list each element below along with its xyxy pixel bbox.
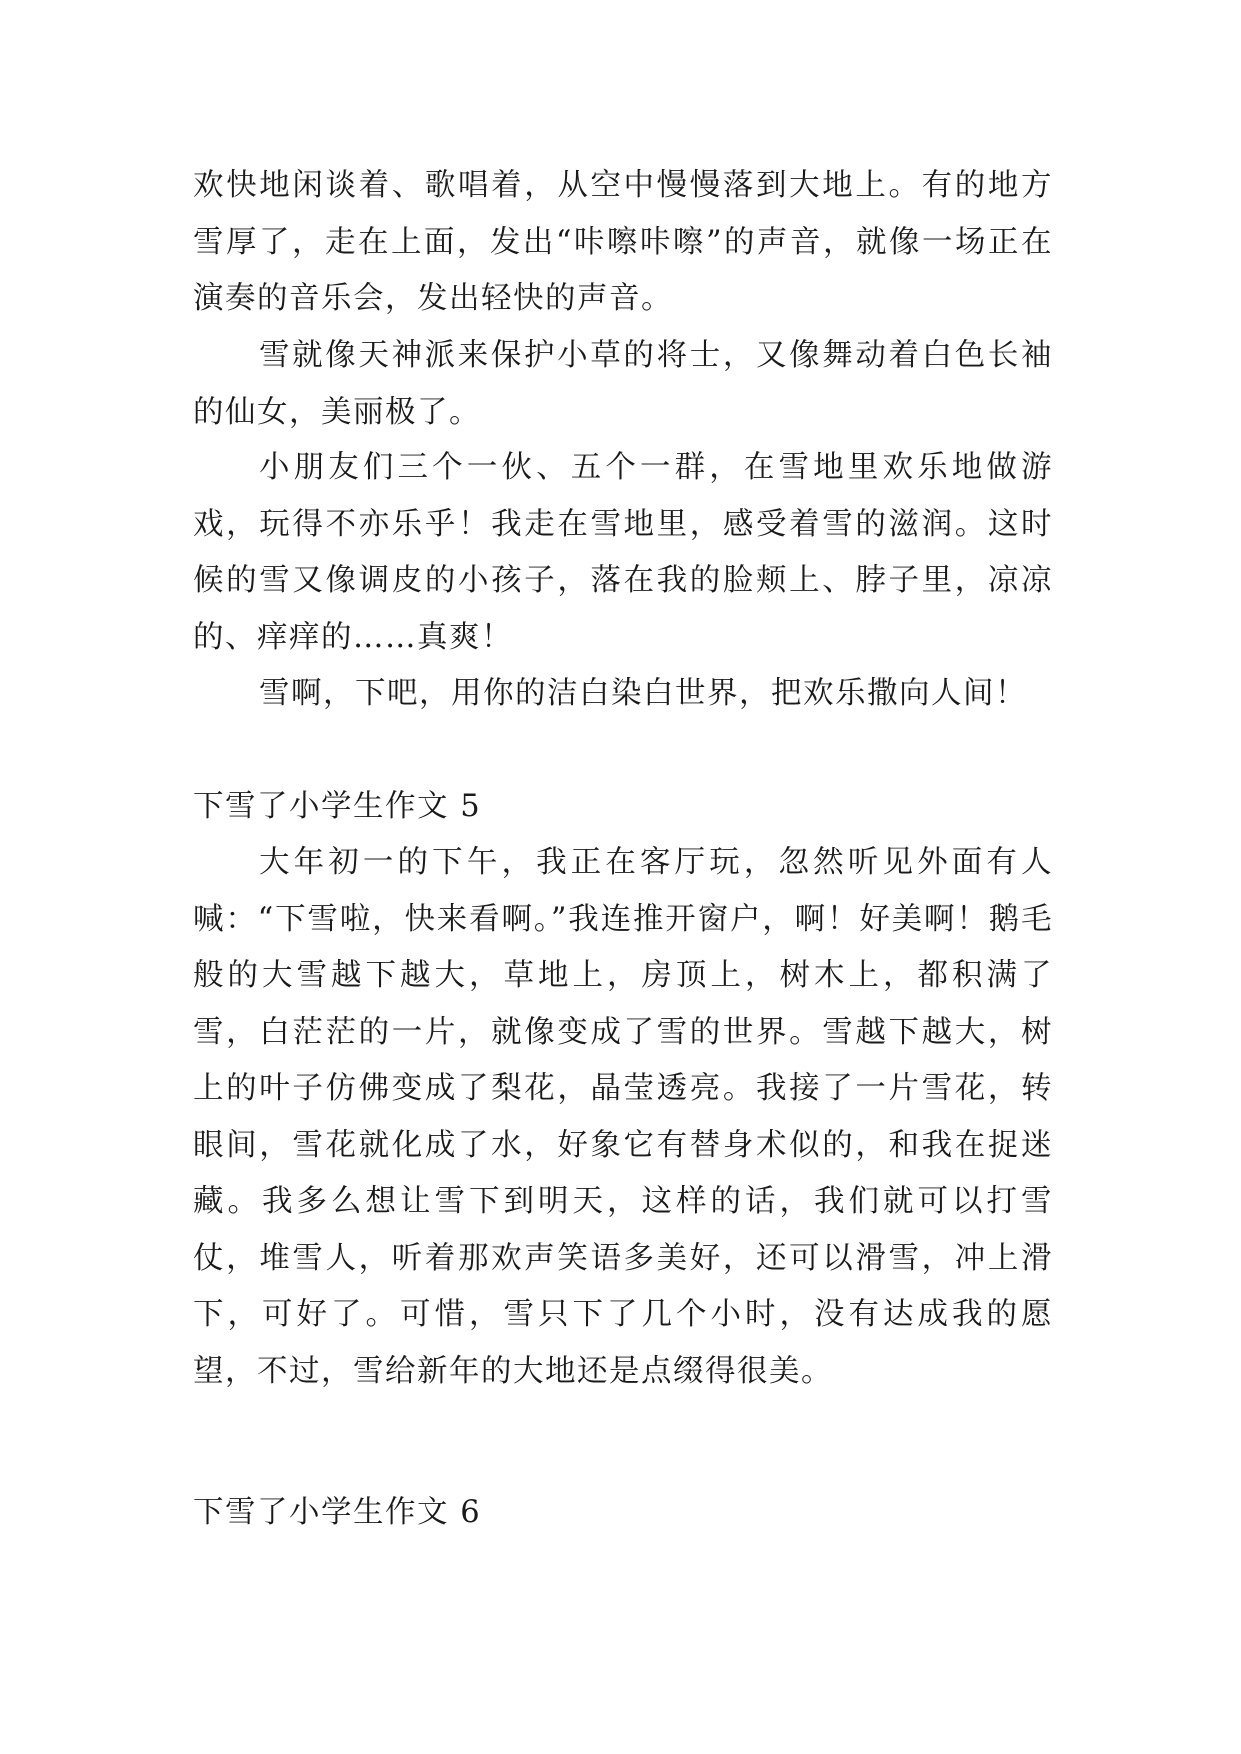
- paragraph-text: 雪啊，下吧，用你的洁白染白世界，把欢乐撒向人间！: [259, 676, 1027, 711]
- paragraph-closing: [193, 666, 1053, 723]
- paragraph-text: 雪就像天神派来保护小草的将士，又像舞动着白色长袖的仙女，美丽极了。: [193, 338, 1053, 430]
- essay-5-paragraph: [193, 835, 1053, 1400]
- paragraph-snow-metaphor: [193, 328, 1053, 441]
- paragraph-text: 欢快地闲谈着、歌唱着，从空中慢慢落到大地上。有的地方雪厚了，走在上面，发出“咔嚓咔嚓”的声音，就像一场正在演奏的音乐会，发出轻快的声音。: [193, 168, 1053, 316]
- essay-5-heading: [193, 779, 1053, 836]
- heading-text: 下雪了小学生作文 5: [193, 789, 482, 824]
- paragraph-children-play: [193, 440, 1053, 666]
- paragraph-text: 大年初一的下午，我正在客厅玩，忽然听见外面有人喊：“下雪啦，快来看啊。”我连推开窗户，啊！好美啊！鹅毛般的大雪越下越大，草地上，房顶上，树木上，都积满了雪，白茫茫的一片，就像变成了雪的世界。雪越下越大，树上的叶子仿佛变成了梨花，晶莹透亮。我接了一片雪花，转眼间，雪花就化成了水，好象它有替身术似的，和我在捉迷藏。我多么想让雪下到明天，这样的话，我们就可以打雪仗，堆雪人，听着那欢声笑语多美好，还可以滑雪，冲上滑下，可好了。可惜，雪只下了几个小时，没有达成我的愿望，不过，雪给新年的大地还是点缀得很美。: [193, 845, 1053, 1389]
- paragraph-continued: [193, 158, 1053, 328]
- essay-6-heading: [193, 1485, 1053, 1542]
- heading-text: 下雪了小学生作文 6: [193, 1495, 482, 1530]
- paragraph-text: 小朋友们三个一伙、五个一群，在雪地里欢乐地做游戏，玩得不亦乐乎！我走在雪地里，感受着雪的滋润。这时候的雪又像调皮的小孩子，落在我的脸颊上、脖子里，凉凉的、痒痒的……真爽！: [193, 450, 1053, 655]
